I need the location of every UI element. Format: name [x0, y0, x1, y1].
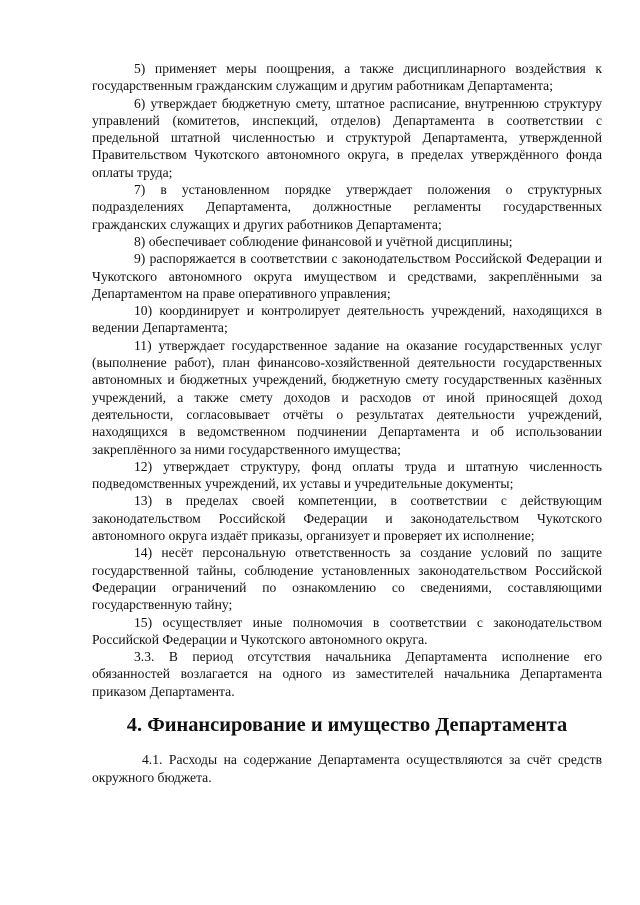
paragraph-4-1: 4.1. Расходы на содержание Департамента осуществляются за счёт средств окружного бюджета.	[92, 752, 602, 785]
paragraph-item-10: 10) координирует и контролирует деятельность учреждений, находящихся в ведении Департамента;	[92, 303, 602, 336]
section-heading: 4. Финансирование и имущество Департамента	[126, 713, 568, 736]
paragraph-item-6: 6) утверждает бюджетную смету, штатное расписание, внутреннюю структуру управлений (комитетов, инспекций, отделов) Департамента в соответствии с предельной штатной численностью и структурой Департамента, утвержденной Правительством Чукотского автономного округа, в пределах утверждённого фонда оплаты труда;	[92, 95, 602, 180]
paragraph-item-14: 14) несёт персональную ответственность за создание условий по защите государственной тайны, соблюдение установленных законодательством Российской Федерации ограничений по ознакомлению со сведениями, составляющими государственную тайну;	[92, 545, 602, 613]
paragraph-item-8: 8) обеспечивает соблюдение финансовой и учётной дисциплины;	[134, 233, 513, 249]
paragraph-item-12: 12) утверждает структуру, фонд оплаты труда и штатную численность подведомственных учреждений, их уставы и учредительные документы;	[92, 458, 602, 492]
document-page	[92, 60, 602, 786]
paragraph-3-3: 3.3. В период отсутствия начальника Департамента исполнение его обязанностей возлагается на одного из заместителей начальника Департамента приказом Департамента.	[92, 649, 602, 699]
paragraph-item-13: 13) в пределах своей компетенции, в соответствии с действующим законодательством Российской Федерации и законодательством Чукотского автономного округа издаёт приказы, организует и проверяет их исполнение;	[92, 493, 602, 544]
paragraph-item-5: 5) применяет меры поощрения, а также дисциплинарного воздействия к государственным гражданским служащим и другим работникам Департамента;	[92, 61, 602, 94]
paragraph-item-11: 11) утверждает государственное задание на оказание государственных услуг (выполнение работ), план финансово-хозяйственной деятельности государственных автономных и бюджетных учреждений, бюджетную смету государственных казённых учреждений, а также смету доходов и расходов от иной приносящей доход деятельности, согласовывает отчёты о результатах деятельности учреждений, находящихся в ведомственном подчинении Департамента и об использовании закреплённого за ними государственного имущества;	[92, 337, 602, 457]
paragraph-item-15: 15) осуществляет иные полномочия в соответствии с законодательством Российской Федерации и Чукотского автономного округа.	[92, 614, 602, 647]
paragraph-item-9: 9) распоряжается в соответствии с законодательством Российской Федерации и Чукотского автономного округа имуществом и средствами, закреплёнными за Департаментом на праве оперативного управления;	[92, 251, 602, 301]
paragraph-item-7: 7) в установленном порядке утверждает положения о структурных подразделениях Департамента, должностные регламенты государственных гражданских служащих и других работников Департамента;	[92, 182, 602, 232]
